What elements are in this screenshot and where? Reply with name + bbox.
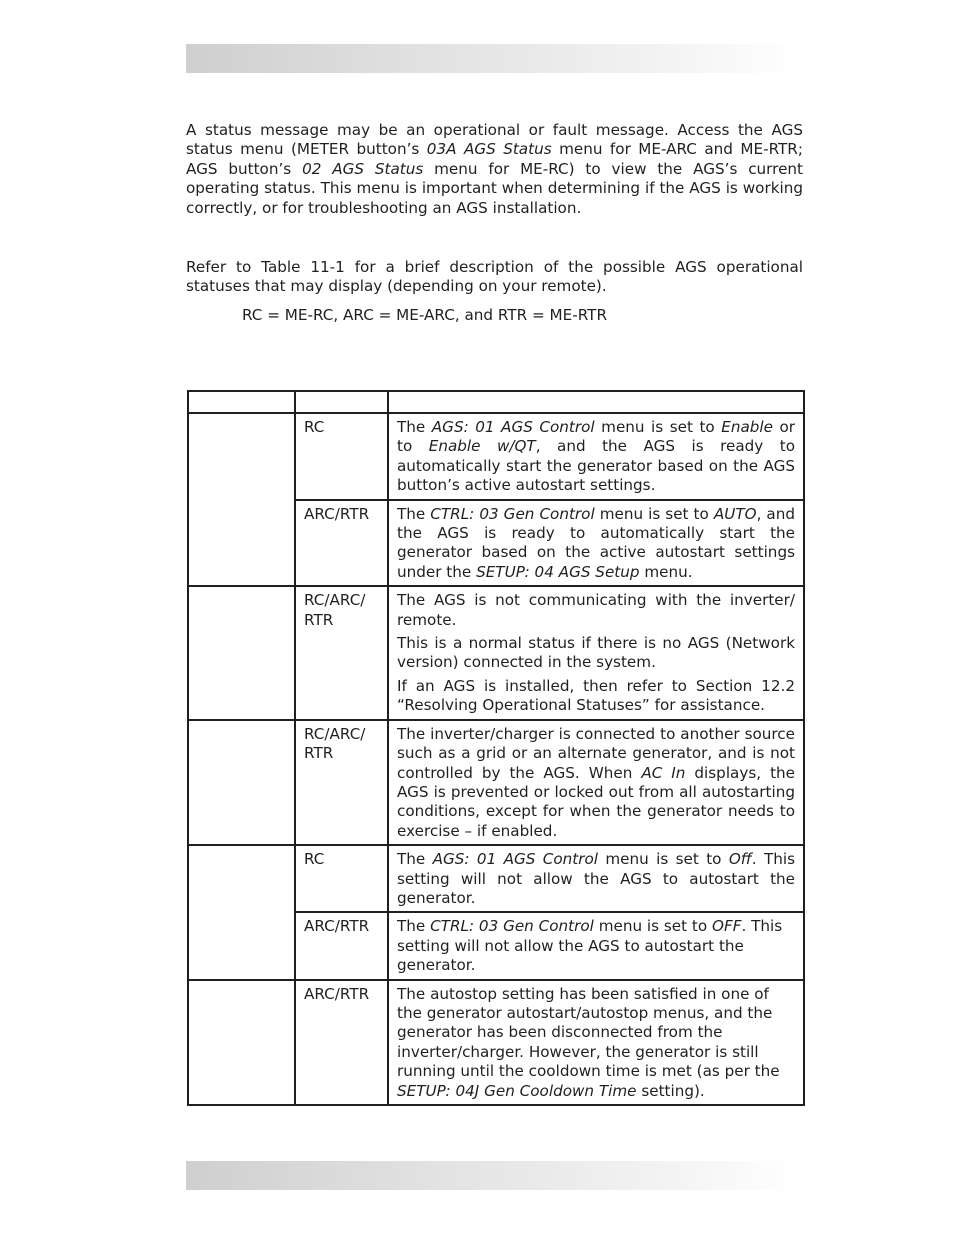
remote-cell: RC	[295, 845, 388, 912]
description-cell	[388, 720, 804, 845]
intro-paragraph-table-ref: Refer to Table 11-1 for a brief description of the possible AGS operational statuses that may display (depending on your remote).	[186, 258, 803, 296]
italic-term: 03A AGS Status	[426, 140, 552, 159]
table-row	[188, 413, 804, 500]
remote-cell: RC/ARC/ RTR	[295, 720, 388, 845]
description-paragraph: The AGS: 01 AGS Control menu is set to Off. This setting will not allow the AGS to autostart the generator.	[397, 850, 795, 907]
italic-term: SETUP: 04 AGS Setup	[476, 562, 640, 581]
remote-cell: ARC/RTR	[295, 912, 388, 979]
remote-cell: RC	[295, 413, 388, 500]
italic-term: CTRL: 03 Gen Control	[430, 917, 594, 936]
remote-cell: RC/ARC/ RTR	[295, 586, 388, 719]
description-paragraph: If an AGS is installed, then refer to Section 12.2 “Resolving Operational Statuses” for assistance.	[397, 676, 795, 715]
remote-cell: ARC/RTR	[295, 500, 388, 587]
description-paragraph: This is a normal status if there is no AGS (Network version) connected in the system.	[397, 634, 795, 672]
header-cell-remote	[295, 391, 388, 413]
ags-status-table	[187, 390, 805, 1106]
status-cell	[188, 980, 295, 1105]
italic-term: 02 AGS Status	[302, 159, 424, 178]
table-row	[188, 845, 804, 912]
description-cell	[388, 980, 804, 1105]
table-row	[188, 720, 804, 845]
italic-term: AUTO	[713, 504, 757, 523]
description-paragraph: The AGS is not communicating with the inverter/ remote.	[397, 591, 795, 629]
italic-term: Off	[728, 850, 752, 869]
description-paragraph: The inverter/charger is connected to another source such as a grid or an alternate generator, and is not controlled by the AGS. When AC In displays, the AGS is prevented or locked out from all autostarting conditions, except for when the generator needs to exercise – if enabled.	[397, 724, 795, 840]
footer-bar	[186, 1161, 800, 1190]
italic-term: CTRL: 03 Gen Control	[430, 504, 595, 523]
description-cell	[388, 845, 804, 912]
header-cell-description	[388, 391, 804, 413]
description-cell	[388, 500, 804, 587]
italic-term: OFF	[712, 917, 742, 936]
description-cell	[388, 413, 804, 500]
header-cell-status	[188, 391, 295, 413]
header-bar	[186, 44, 800, 73]
description-paragraph: The autostop setting has been satisfied in one of the generator autostart/autostop menus, and the generator has been disconnected from the inverter/charger. However, the generator is still running until the cooldown time is met (as per the SETUP: 04J Gen Cooldown Time setting).	[397, 984, 780, 1100]
italic-term: AC In	[641, 763, 686, 782]
description-cell	[388, 912, 804, 979]
status-cell	[188, 586, 295, 719]
table-row	[188, 586, 804, 719]
italic-term: AGS: 01 AGS Control	[431, 418, 595, 436]
intro-paragraph-status: A status message may be an operational or fault message. Access the AGS status menu (METER button’s 03A AGS Status menu for ME-ARC and ME-RTR; AGS button’s 02 AGS Status menu for ME-RC) to view the AGS’s current operating status. This menu is important when determining if the AGS is working correctly, or for troubleshooting an AGS installation.	[186, 121, 803, 217]
status-cell	[188, 720, 295, 845]
table-row	[188, 980, 804, 1105]
italic-term: AGS: 01 AGS Control	[432, 850, 599, 869]
description-paragraph: The CTRL: 03 Gen Control menu is set to AUTO, and the AGS is ready to automatically start the generator based on the active autostart settings under the SETUP: 04 AGS Setup menu.	[397, 504, 796, 581]
italic-term: Enable	[721, 418, 773, 436]
description-paragraph: The CTRL: 03 Gen Control menu is set to OFF. This setting will not allow the AGS to autostart the generator.	[397, 917, 783, 975]
description-cell	[388, 586, 804, 719]
italic-term: Enable w/QT	[428, 437, 536, 456]
status-cell	[188, 413, 295, 586]
italic-term: SETUP: 04J Gen Cooldown Time	[397, 1081, 637, 1100]
remote-cell: ARC/RTR	[295, 980, 388, 1105]
table-header-row	[188, 391, 804, 413]
description-paragraph: The AGS: 01 AGS Control menu is set to Enable or to Enable w/QT, and the AGS is ready to automatically start the generator based on the AGS button’s active autostart settings.	[397, 418, 796, 495]
status-cell	[188, 845, 295, 979]
remote-abbreviations: RC = ME-RC, ARC = ME-ARC, and RTR = ME-RTR	[242, 306, 607, 324]
